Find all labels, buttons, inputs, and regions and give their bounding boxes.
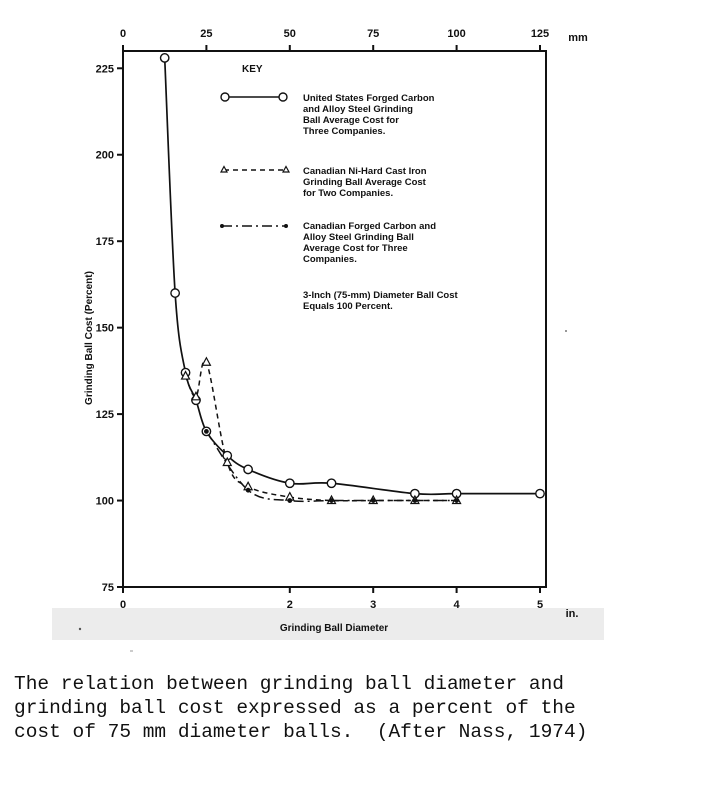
series-line-ni-hard: [186, 360, 457, 500]
data-point-us-forged: [244, 465, 252, 473]
caption-line: The relation between grinding ball diameter and: [14, 673, 564, 695]
x-tick-label: 4: [453, 599, 460, 611]
x2-tick-label: 25: [200, 28, 213, 40]
data-point-ni-hard: [202, 358, 210, 366]
legend-label-us-forged: United States Forged Carbon and Alloy Steel Grinding Ball Average Cost for Three Companies.: [303, 93, 435, 137]
data-point-canadian-forged: [287, 498, 292, 503]
data-point-us-forged: [171, 289, 179, 297]
legend-title: KEY: [242, 64, 263, 75]
x-tick-label: 3: [370, 599, 377, 611]
x2-unit-label: mm: [568, 32, 588, 44]
data-point-canadian-forged: [413, 498, 418, 503]
legend-marker-us-forged-left: [221, 93, 229, 101]
x2-tick-label: 125: [530, 28, 550, 40]
legend-marker-ni-hard-right: [283, 167, 289, 173]
legend-marker-canadian-forged-left: [220, 224, 224, 228]
x2-tick-label: 50: [283, 28, 296, 40]
legend: [220, 64, 460, 312]
data-point-us-forged: [327, 479, 335, 487]
legend-label-ni-hard: Canadian Ni-Hard Cast Iron Grinding Ball Average Cost for Two Companies.: [303, 166, 427, 199]
data-point-us-forged: [536, 489, 544, 497]
y-tick-label: 100: [95, 495, 114, 508]
y-axis-ticks: [96, 63, 123, 594]
data-point-canadian-forged: [454, 498, 459, 503]
y-tick-label: 75: [101, 582, 114, 594]
legend-marker-canadian-forged-right: [284, 224, 288, 228]
y-tick-label: 175: [95, 236, 114, 249]
data-point-us-forged: [161, 54, 169, 62]
y-tick-label: 200: [95, 149, 114, 162]
caption-line: grinding ball cost expressed as a percent of the: [14, 697, 576, 719]
x2-tick-label: 0: [119, 28, 127, 40]
y-tick-label: 225: [95, 63, 114, 76]
caption-line: cost of 75 mm diameter balls. (After Nass, 1974): [14, 721, 588, 743]
y-axis-title: Grinding Ball Cost (Percent): [84, 271, 95, 405]
x-tick-label: 0: [119, 599, 127, 611]
data-point-canadian-forged: [371, 498, 376, 503]
figure-caption: [14, 672, 694, 744]
x-unit-label: in.: [565, 608, 579, 620]
legend-marker-ni-hard-left: [221, 167, 227, 173]
series-line-canadian-forged: [206, 431, 456, 501]
x-axis-ticks: [120, 587, 543, 611]
y-tick-label: 125: [95, 409, 114, 422]
x2-axis-ticks: [120, 28, 549, 51]
y-tick-label: 150: [95, 322, 114, 335]
x-axis-title: Grinding Ball Diameter: [279, 623, 389, 634]
data-point-canadian-forged: [329, 498, 334, 503]
scan-dot: [79, 628, 81, 630]
x-tick-label: 5: [536, 599, 544, 611]
x2-tick-label: 100: [447, 28, 466, 40]
x-tick-label: 2: [286, 599, 293, 611]
x2-tick-label: 75: [367, 28, 380, 40]
legend-note: 3-Inch (75-mm) Diameter Ball Cost Equals 100 Percent.: [303, 290, 458, 312]
data-point-us-forged: [286, 479, 294, 487]
data-point-canadian-forged: [246, 488, 251, 493]
legend-label-canadian-forged: Canadian Forged Carbon and Alloy Steel Grinding Ball Average Cost for Three Companies.: [303, 221, 437, 265]
data-point-canadian-forged: [204, 429, 209, 434]
scan-dot: [565, 330, 567, 332]
legend-marker-us-forged-right: [279, 93, 287, 101]
